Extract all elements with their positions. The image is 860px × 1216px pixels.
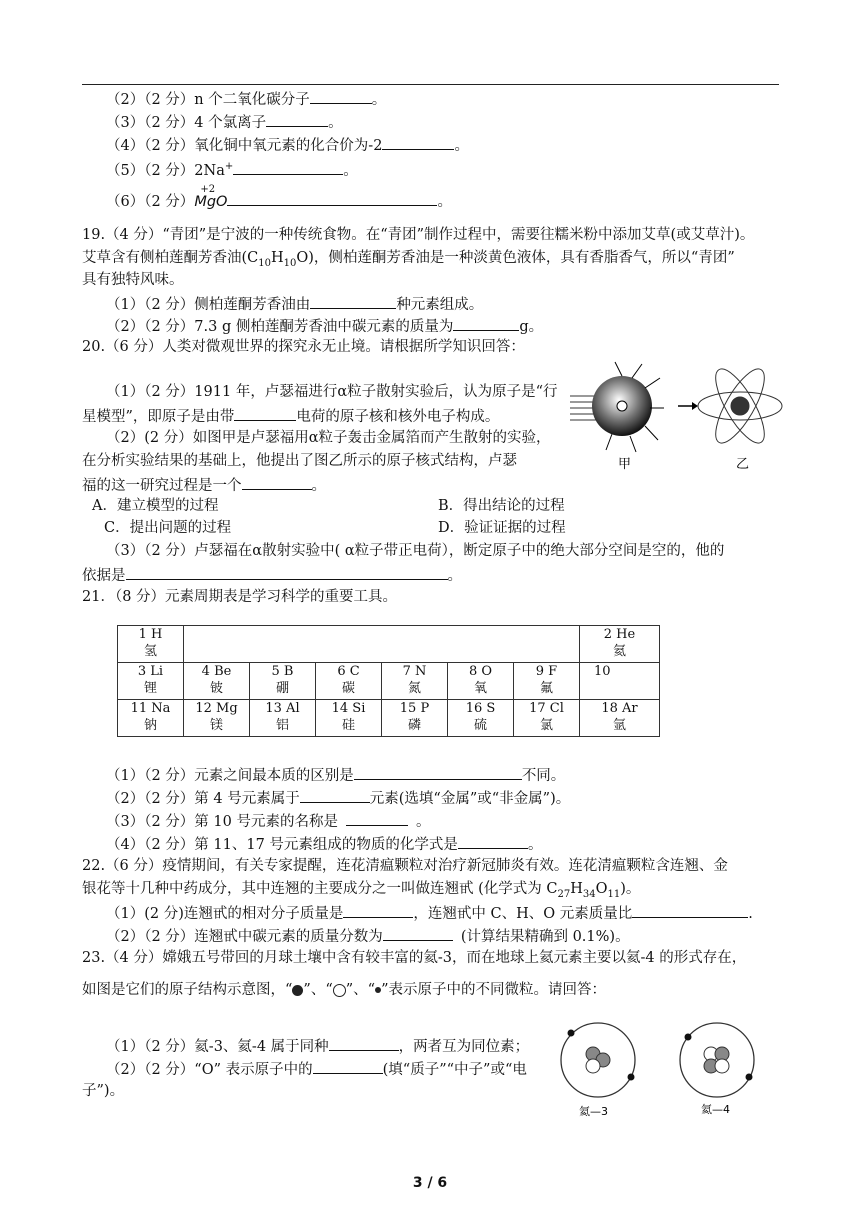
q21-part4: （4）（2 分）第 11、17 号元素组成的物质的化学式是 。	[106, 833, 542, 855]
q21-part3: （3）（2 分）第 10 号元素的名称是 。	[106, 810, 430, 832]
helium-3-label: 氦—3	[579, 1105, 608, 1118]
q22-part2: （2）（2 分）连翘甙中碳元素的质量分数为 (计算结果精确到 0.1%)。	[106, 925, 630, 947]
element-cell: 6 C 碳	[316, 663, 382, 700]
answer-blank[interactable]	[383, 925, 453, 941]
answer-blank[interactable]	[382, 134, 454, 150]
answer-blank[interactable]	[346, 810, 408, 826]
helium-atom-figure	[555, 1022, 785, 1122]
helium-4-atom	[680, 1023, 754, 1097]
element-cell: 17 Cl 氯	[514, 700, 580, 737]
q19-intro-line1: 19.（4 分）“青团”是宁波的一种传统食物。在“青团”制作过程中，需要往糯米粉中添加艾草(或艾草汁)。	[82, 227, 755, 243]
answer-blank[interactable]	[234, 405, 296, 421]
answer-blank[interactable]	[227, 190, 437, 206]
q23-part1: （1）（2 分）氦-3、氦-4 属于同种 ，两者互为同位素；	[106, 1035, 529, 1057]
q21-part1: （1）（2 分）元素之间最本质的区别是 不同。	[106, 764, 565, 786]
answer-blank[interactable]	[266, 111, 328, 127]
element-cell: 4 Be 铍	[184, 663, 250, 700]
answer-blank[interactable]	[126, 564, 448, 580]
q20-intro: 20.（6 分）人类对微观世界的探究永无止境。请根据所学知识回答：	[82, 339, 525, 355]
answer-blank[interactable]	[233, 159, 343, 175]
proton-symbol-icon	[292, 985, 303, 996]
q19-intro-line2: 艾草含有侧柏莲酮芳香油$(C_{10}H_{10}O)$，侧柏莲酮芳香油是一种淡黄色液体，具有香脂香气，所以“青团”	[82, 250, 735, 269]
q21-intro: 21．（8 分）元素周期表是学习科学的重要工具。	[82, 589, 398, 605]
element-cell: 18 Ar 氩	[580, 700, 660, 737]
q20-option-c[interactable]: C．提出问题的过程	[104, 520, 232, 536]
q23-intro-line2: 如图是它们的原子结构示意图，“ ”、“ ”、“ ”表示原子中的不同微粒。请回答：	[82, 982, 606, 998]
q18-part4: （4）（2 分）氧化铜中氧元素的化合价为-2 。	[106, 134, 469, 156]
answer-blank[interactable]	[313, 1058, 383, 1074]
element-cell: 1 H 氢	[118, 626, 184, 663]
rutherford-figure	[560, 360, 785, 475]
q22-intro-line1: 22.（6 分）疫情期间，有关专家提醒，连花清瘟颗粒对治疗新冠肺炎有效。连花清瘟颗粒含连翘、金	[82, 858, 728, 874]
element-cell: 12 Mg 镁	[184, 700, 250, 737]
figure-label-jia: 甲	[618, 457, 632, 472]
helium-4-label: 氦—4	[701, 1103, 730, 1116]
q23-intro-line1: 23.（4 分）嫦娥五号带回的月球土壤中含有较丰富的氦-3，而在地球上氦元素主要以氦-4 的形式存在，	[82, 950, 747, 966]
q18-part3: （3）（2 分）4 个氯离子 。	[106, 111, 343, 133]
element-cell: 8 O 氧	[448, 663, 514, 700]
q22-part1: （1）(2 分)连翘甙的相对分子质量是 ，连翘甙中 C、H、O 元素质量比 .	[106, 902, 753, 924]
q21-part2: （2）（2 分）第 4 号元素属于 元素(选填“金属”或“非金属”)。	[106, 787, 570, 809]
helium-3-atom	[561, 1023, 635, 1097]
answer-blank[interactable]	[458, 833, 528, 849]
element-cell: 14 Si 硅	[316, 700, 382, 737]
element-cell: 16 S 硫	[448, 700, 514, 737]
scattering-apparatus	[570, 362, 664, 452]
element-cell: 9 F 氟	[514, 663, 580, 700]
answer-blank[interactable]	[300, 787, 370, 803]
element-cell: 11 Na 钠	[118, 700, 184, 737]
element-cell: 2 He 氦	[580, 626, 660, 663]
q19-part2: （2）（2 分）7.3 g 侧柏莲酮芳香油中碳元素的质量为 g。	[106, 315, 543, 337]
q20-part3-line2: 依据是 。	[82, 564, 462, 586]
q20-option-a[interactable]: A．建立模型的过程	[92, 498, 219, 514]
page-number: 3 / 6	[412, 1175, 448, 1191]
q23-part2-line2: 子”)。	[82, 1083, 125, 1099]
q20-part2-line3: 福的这一研究过程是一个 。	[82, 474, 326, 496]
q18-part2: （2）（2 分）n 个二氧化碳分子 。	[106, 88, 386, 110]
neutron-symbol-icon	[333, 984, 346, 997]
element-cell: 13 Al 铝	[250, 700, 316, 737]
element-cell: 10	[580, 663, 660, 700]
answer-blank[interactable]	[453, 315, 519, 331]
q18-part6: （6）（2 分） +2 MgO 。	[106, 184, 452, 210]
q18-part5: （5）（2 分）2Na+ 。	[106, 157, 358, 181]
answer-blank[interactable]	[310, 88, 372, 104]
element-cell: 5 B 硼	[250, 663, 316, 700]
q19-part1: （1）（2 分）侧柏莲酮芳香油由 种元素组成。	[106, 293, 483, 315]
q20-part2-line1: （2）(2 分）如图甲是卢瑟福用α粒子轰击金属箔而产生散射的实验，	[106, 430, 551, 446]
element-cell: 7 N 氮	[382, 663, 448, 700]
q20-option-b[interactable]: B．得出结论的过程	[438, 498, 565, 514]
answer-blank[interactable]	[242, 474, 312, 490]
q20-option-d[interactable]: D．验证证据的过程	[438, 520, 566, 536]
q22-intro-line2: 银花等十几种中药成分，其中连翘的主要成分之一叫做连翘甙 (化学式为 $C_{27}H_{34}O_{11}$)。	[82, 881, 641, 900]
periodic-table	[117, 625, 660, 737]
q20-part3-line1: （3）（2 分）卢瑟福在α散射实验中( α粒子带正电荷），断定原子中的绝大部分空间是空的，他的	[106, 543, 725, 559]
element-cell: 3 Li 锂	[118, 663, 184, 700]
q19-intro-line3: 具有独特风味。	[82, 272, 184, 288]
element-cell: 15 P 磷	[382, 700, 448, 737]
header-rule	[82, 84, 779, 85]
answer-blank[interactable]	[329, 1035, 399, 1051]
atom-model	[698, 363, 782, 450]
answer-blank[interactable]	[343, 902, 413, 918]
answer-blank[interactable]	[354, 764, 522, 780]
q20-part2-line2: 在分析实验结果的基础上，他提出了图乙所示的原子核式结构，卢瑟	[82, 453, 517, 469]
q23-part2-line1: （2）（2 分）“O” 表示原子中的 (填“质子”“中子”或“电	[106, 1058, 527, 1080]
answer-blank[interactable]	[632, 902, 748, 918]
q20-part1-line2: 星模型”，即原子是由带 电荷的原子核和核外电子构成。	[82, 405, 499, 427]
answer-blank[interactable]	[310, 293, 396, 309]
q20-part1-line1: （1）（2 分）1911 年，卢瑟福进行α粒子散射实验后，认为原子是“行	[106, 384, 558, 400]
figure-label-yi: 乙	[736, 457, 750, 472]
